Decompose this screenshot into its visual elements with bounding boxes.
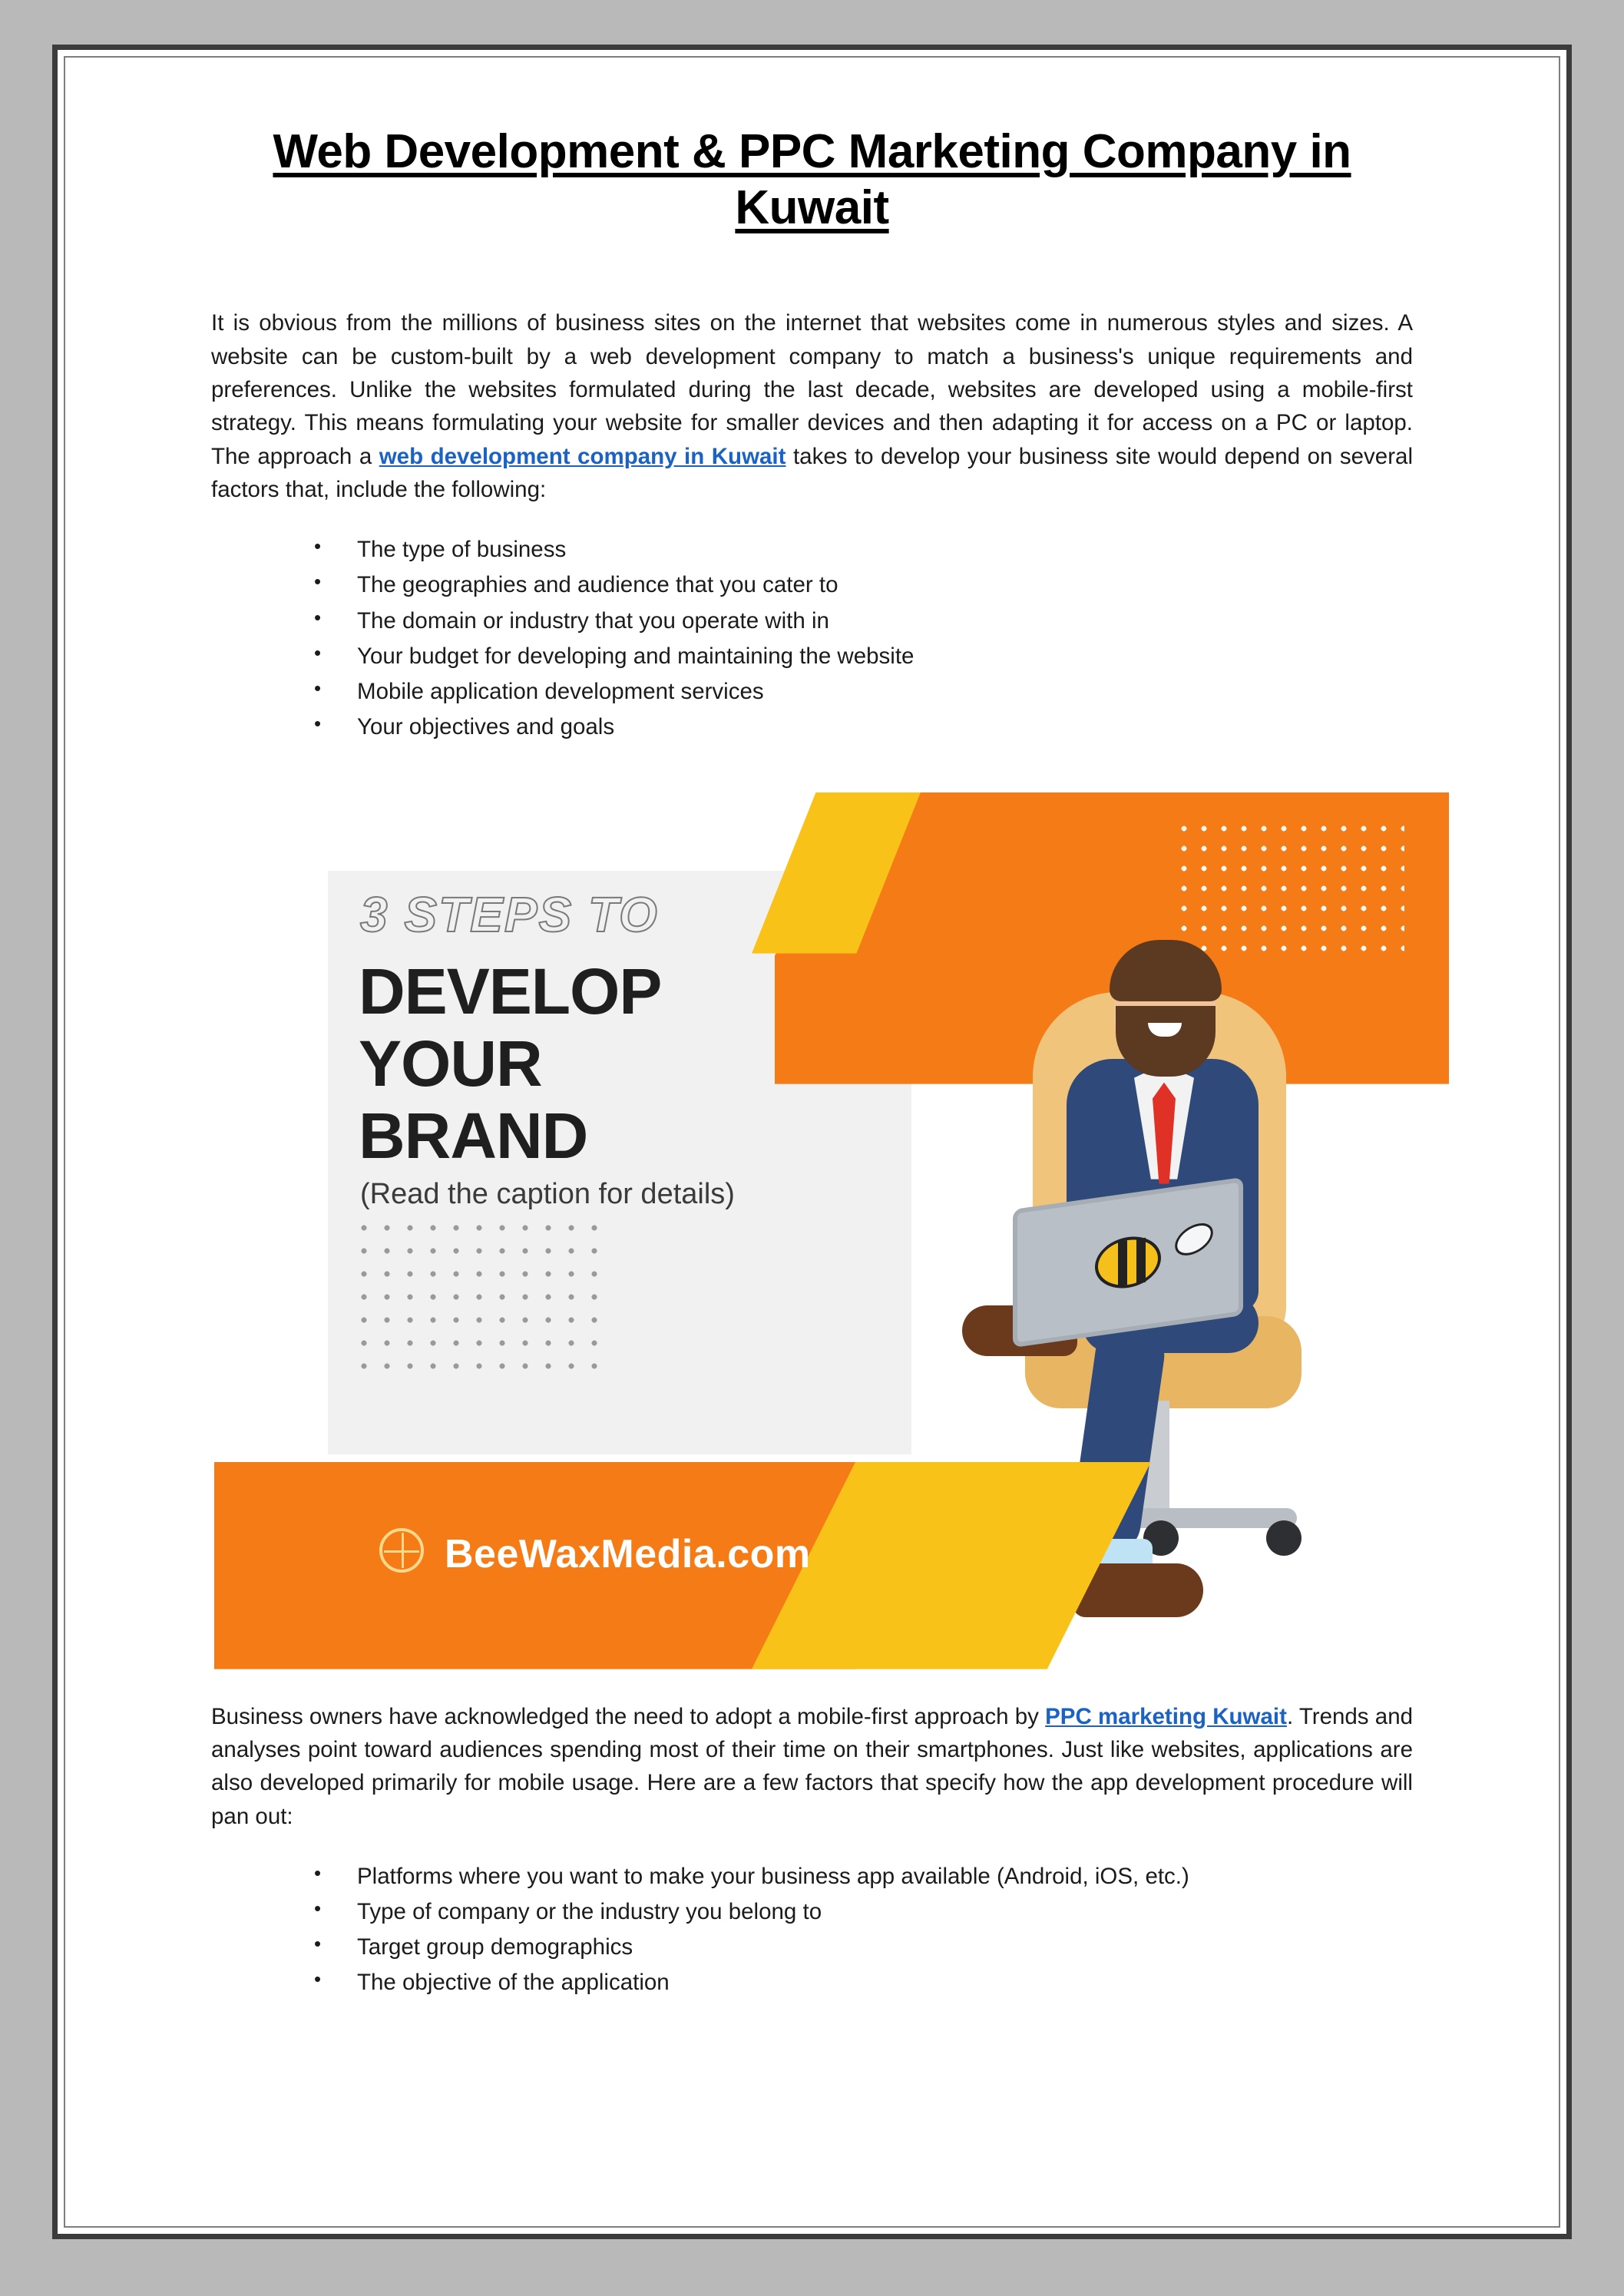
figure-dot-pattern-bottom-left <box>352 1216 606 1370</box>
figure-eyebrow-text: 3 STEPS TO <box>360 886 659 942</box>
bee-icon <box>1095 1232 1161 1292</box>
list-item: • Your budget for developing and maintaining the website <box>309 639 1413 674</box>
list-item: • Mobile application development services <box>309 674 1413 710</box>
list-item: • The objective of the application <box>309 1965 1413 2000</box>
person-hair <box>1110 940 1222 1001</box>
paragraph-intro <box>211 306 1413 506</box>
paragraph-intro-text-after: takes to develop your business site would depend on several factors that, include the following: <box>211 443 1413 503</box>
bee-wing-icon <box>1170 1216 1218 1262</box>
list-item: • The type of business <box>309 532 1413 567</box>
paragraph-mobile-text-after: . Trends and analyses point toward audiences spending most of their time on their smartphones. Just like websites, applications are also developed primarily for mobile usage. Here are a few factors that specify how the app development procedure will pan out: <box>211 1703 1414 1829</box>
globe-icon <box>379 1528 424 1573</box>
list-item: • Target group demographics <box>309 1930 1413 1965</box>
figure-headline-line-1: DEVELOP <box>359 954 662 1027</box>
paragraph-mobile-first <box>211 1700 1413 1833</box>
paragraph-mobile-text-before: Business owners have acknowledged the need to adopt a mobile-first approach by <box>211 1703 1046 1729</box>
list-item: • Platforms where you want to make your business app available (Android, iOS, etc.) <box>309 1859 1413 1894</box>
list-item: • Your objectives and goals <box>309 710 1413 745</box>
figure-headline-line-3: BRAND <box>359 1099 588 1172</box>
bullet-list-app-factors <box>211 1859 1413 2000</box>
figure-headline <box>359 955 661 1172</box>
list-item: • The geographies and audience that you cater to <box>309 567 1413 603</box>
list-item: • The domain or industry that you operate with in <box>309 604 1413 639</box>
document-page <box>64 56 1560 2228</box>
page-title: Web Development & PPC Marketing Company in Kuwait <box>273 125 1351 235</box>
link-ppc-marketing-kuwait[interactable]: PPC marketing Kuwait <box>1045 1703 1287 1729</box>
paragraph-intro-text-before: It is obvious from the millions of business sites on the internet that websites come in numerous styles and sizes. A website can be custom-built by a web development company to match a business's unique requirements and preferences. Unlike the websites formulated during the last decade, websites are developed using a mobile-first strategy. This means formulating your website for smaller devices and then adapting it for access on a PC or laptop. The approach a <box>211 310 1413 469</box>
chair-wheel <box>1266 1520 1302 1556</box>
bullet-list-website-factors <box>211 532 1413 744</box>
figure-headline-line-2: YOUR <box>359 1027 542 1100</box>
figure-develop-your-brand <box>214 771 1449 1677</box>
figure-website-label: BeeWaxMedia.com <box>445 1531 811 1576</box>
figure-caption-note: (Read the caption for details) <box>360 1177 735 1210</box>
page-border-frame <box>52 45 1572 2239</box>
list-item: • Type of company or the industry you belong to <box>309 1894 1413 1930</box>
link-web-development-company-kuwait[interactable]: web development company in Kuwait <box>379 443 786 469</box>
